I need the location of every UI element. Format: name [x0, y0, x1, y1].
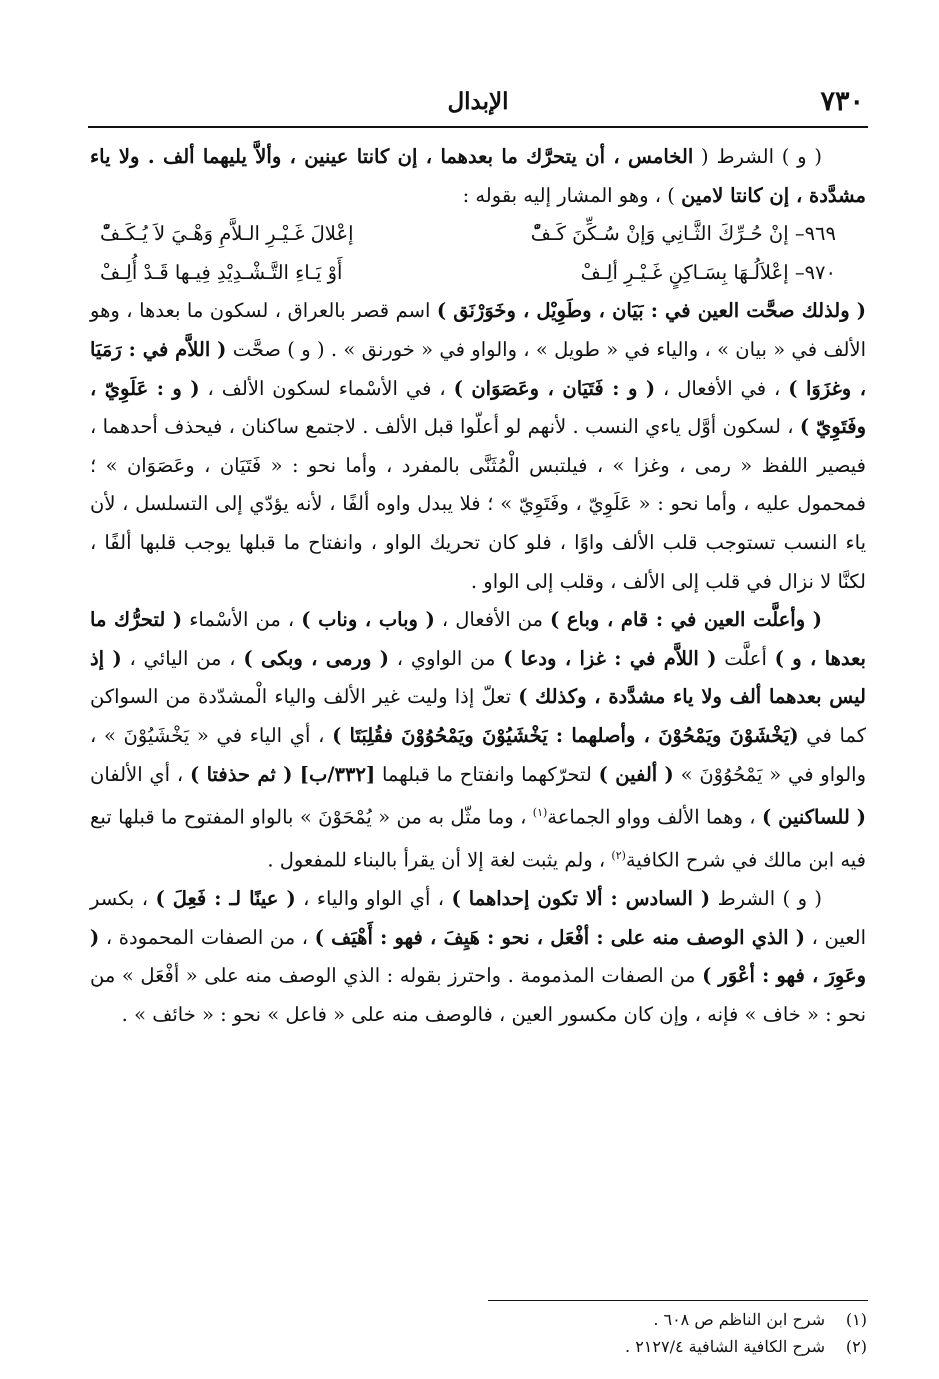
footnote-1	[625, 1306, 867, 1333]
text-run: ( و ) الشرط (	[693, 145, 822, 168]
paragraph-weak-forms	[90, 601, 866, 880]
paragraph-sixth-condition	[90, 880, 866, 1034]
text-run: ، من الأسْماء	[182, 608, 302, 632]
bold-text: (يَخْشَوْنَ ويَمْحُوْنَ ، وأصلهما : يَخْشَيُوْنَ ويَمْحُوُوْنَ فقُلِبَتَا )	[332, 723, 799, 747]
bold-text: ( وعَوِرَ ، فهو : أعْوَر )	[90, 925, 866, 988]
verse-hemistich-first: ٩٦٩– إنْ حُـرِّكَ الثَّـانِي وَإنْ سُـكِّنَ كَـفّْ	[530, 222, 836, 246]
bold-text: ( اللاَّم في : غزا ، ودعا )	[503, 646, 717, 670]
footnote-2	[625, 1333, 867, 1360]
text-run: ، أي الواو والياء ،	[295, 887, 452, 911]
verse-hemistich-second: أَوْ يَـاءِ التَّـشْـدِيْدِ فِيـها قَـدْ أُلِـفْ	[100, 260, 343, 284]
bold-text: [٣٣٢/ب] ( ثم حذفتا )	[189, 762, 376, 786]
footnote-reference[interactable]: (١)	[532, 806, 548, 820]
bold-text: ( و : فَتَيَان ، وعَصَوَان )	[453, 376, 656, 400]
verse-970	[90, 254, 866, 293]
text-run: ، أي الياء في « يَخْشَيُوْنَ » ، والواو في « يَمْحُوُوْنَ »	[90, 723, 866, 786]
bold-text: ( عينًا لـ : فَعِلَ )	[155, 887, 296, 911]
bold-text: ( إذ ليس بعدهما ألف ولا ياء مشدَّدة ، وكذلك )	[90, 646, 866, 709]
bold-text: ( السادس : ألا تكون إحداهما )	[451, 887, 711, 911]
verse-hemistich-first: ٩٧٠– إعْلاَلُـهَا بِسَـاكِنٍ غَـيْـرِ ألِـفْ	[580, 260, 836, 284]
text-run: ، من الصفات المحمودة ،	[99, 925, 315, 949]
text-run: ، لسكون أوَّل ياءي النسب . لأنهم لو أعلّوا قبل الألف . لاجتمع ساكنان ، فيحذف أحدهما ، فيصير اللفظ « رمى ، وغزا » ، فيلتبس الْمُثَنَّى بالمفرد ، وأما نحو : « فَتَيَان ، وعَصَوَان » ؛ فمحمول عليه ، وأما نحو : « عَلَوِيّ ، وفَتَوِيّ » ؛ فلا يبدل واوه ألفًا ، لأنه يؤدّي إلى التسلسل ، لأن ياء النسب تستوجب قلب الألف واوًا ، فلو كان تحريك الواو ، وانفتاح ما قبلها يوجب قلبها ألفًا ، لكنَّا لا نزال في قلب إلى الألف ، وقلب إلى الواو .	[90, 415, 866, 593]
text-run: من الواوي ،	[388, 646, 504, 670]
running-title: الإبدال	[447, 88, 509, 115]
footnote-reference[interactable]: (٢)	[611, 849, 626, 863]
footnotes	[625, 1306, 867, 1360]
text-run: ( و ) الشرط	[710, 887, 823, 911]
bold-text: ( اللاَّم في : رَمَيَا ، وغزَوَا )	[90, 337, 866, 400]
text-run: ، في الأفعال ،	[655, 376, 789, 400]
footnote-divider	[488, 1300, 868, 1301]
text-run: ، من اليائي ،	[121, 646, 244, 670]
bold-text: ( ألفين )	[598, 762, 674, 786]
text-run: ، ولم يثبت لغة إلا أن يقرأ بالبناء للمفعول .	[267, 848, 612, 872]
verse-969	[90, 215, 866, 254]
text-run: اسم قصر بالعراق ، لسكون ما بعدها ، وهو الألف في « بيان » ، والياء في « طويل » ، والواو في « خورنق » . ( و ) صحَّت	[90, 299, 866, 361]
text-run: من الأفعال ،	[434, 608, 551, 632]
footnote-text: شرح الكافية الشافية ٢١٢٧/٤ .	[625, 1337, 825, 1356]
paragraph-sound-forms	[90, 292, 866, 601]
text-run: ، أي الألفان	[90, 762, 190, 786]
footnote-text: شرح ابن الناظم ص ٦٠٨ .	[653, 1310, 825, 1329]
bold-text: ( لتحرُّك ما بعدها ، و )	[90, 608, 866, 670]
bold-text: ( وباب ، وناب )	[301, 608, 435, 632]
text-run: ، وهما الألف وواو الجماعة	[547, 805, 762, 829]
text-run: من الصفات المذمومة . واحترز بقوله : الذي الوصف منه على « أفْعَل » من نحو : « خاف » فإنه ، وإن كان مكسور العين ، فالوصف منه على « فاعل » نحو : « خائف » .	[90, 964, 866, 1027]
text-run: تعلّ إذا وليت غير الألف والياء الْمشدّدة من السواكن كما في	[90, 685, 866, 747]
footnote-number: (١)	[845, 1310, 867, 1329]
bold-text: ( ورمى ، وبكى )	[243, 646, 389, 670]
text-run: ، في الأسْماء لسكون الألف ،	[199, 376, 454, 400]
text-run: ، بكسر العين ،	[90, 887, 867, 949]
bold-text: ( ولذلك صحَّت العين في : بَيَان ، وطَوِيْل ، وخَوَرْنَق )	[436, 299, 866, 323]
bold-text: ( للساكنين )	[761, 805, 866, 829]
page-number: ٧٣٠	[820, 86, 864, 117]
page-header	[88, 84, 868, 128]
bold-text: ( و : عَلَوِيّ ، وفَتَوِيّ )	[90, 376, 866, 439]
verse-hemistich-second: إعْلالَ غَـيْـرِ الـلاَّمِ وَهْـيَ لاَ يُـكَـفّْ	[100, 222, 354, 246]
footnote-number: (٢)	[845, 1337, 867, 1356]
text-run: أعلَّت	[716, 646, 775, 670]
bold-text: الخامس ، أن يتحرَّك ما بعدهما ، إن كانتا عينين ، وألاَّ يليهما ألف . ولا ياء مشدَّدة ، إن كانتا لامين	[90, 145, 866, 207]
paragraph-fifth-condition	[90, 138, 866, 215]
text-run: لتحرّكهما وانفتاح ما قبلهما	[375, 762, 599, 786]
text-run: ) ، وهو المشار إليه بقوله :	[462, 183, 682, 207]
main-text	[90, 138, 866, 1035]
bold-text: ( وأعلَّت العين في : قام ، وباع )	[550, 608, 823, 632]
bold-text: ( الذي الوصف منه على : أفْعَل ، نحو : هَيِفَ ، فهو : أَهْيَف )	[314, 925, 805, 949]
text-run: ، وما مثّل به من « يُمْحَوْنَ » بالواو المفتوح ما قبلها تبع فيه ابن مالك في شرح الكافية	[90, 805, 866, 872]
